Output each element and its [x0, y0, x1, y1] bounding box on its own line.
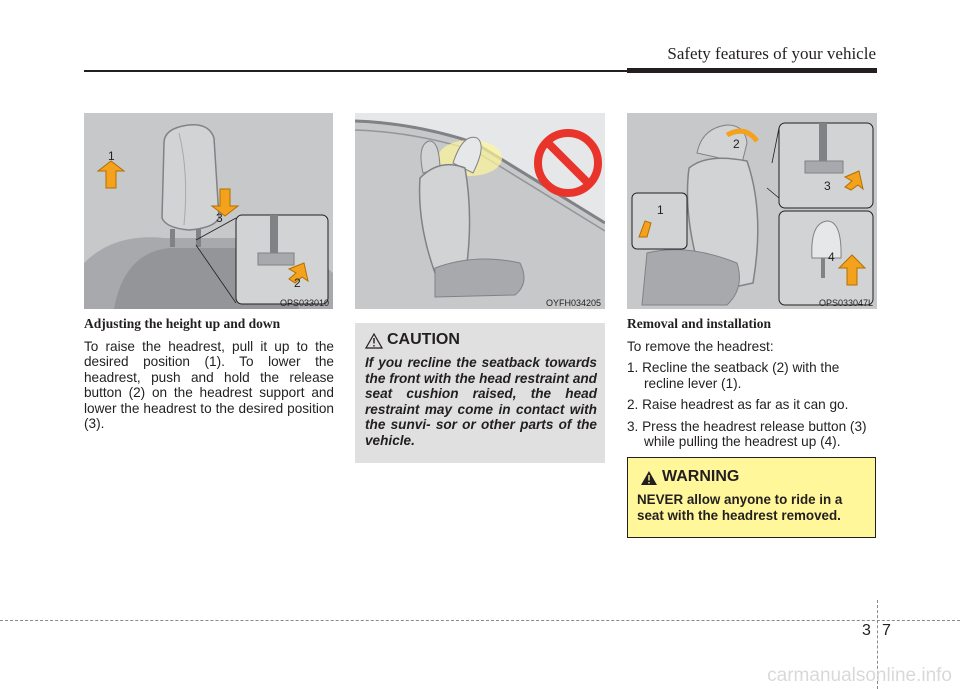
- callout-3: 3: [216, 211, 223, 225]
- callout-2: 2: [733, 137, 740, 151]
- caution-text: If you recline the seatback towards the front with the head restraint and seat cushion raised, the head restraint may come in contact with the sunvi- sor or other parts of the vehicle.: [365, 355, 597, 448]
- section-title: Safety features of your vehicle: [667, 44, 876, 63]
- warning-box: [627, 457, 876, 538]
- list-item: 3. Press the headrest release button (3) while pulling the headrest up (4).: [627, 418, 867, 449]
- figure-recline-warning: [355, 113, 605, 309]
- callout-1: 1: [108, 149, 115, 163]
- callout-1: 1: [657, 203, 664, 217]
- section-heading: Removal and installation: [627, 316, 772, 331]
- warning-text: NEVER allow anyone to ride in a seat with the headrest removed.: [637, 492, 843, 523]
- caution-triangle-icon: [365, 333, 383, 349]
- height-adjust-section: [84, 316, 334, 432]
- watermark: carmanualsonline.info: [767, 665, 952, 686]
- figure-code: OPS033010: [279, 298, 329, 308]
- section-intro: To remove the headrest:: [627, 338, 774, 354]
- caution-box: [355, 323, 605, 463]
- section-body: To raise the headrest, pull it up to the desired position (1). To lower the headrest, push and hold the release button (2) on the headrest support and lower the headrest to the desired position (3).: [84, 338, 334, 431]
- list-item: 2. Raise headrest as far as it can go.: [627, 397, 849, 412]
- caution-title: CAUTION: [387, 331, 460, 348]
- page-number: 7: [882, 622, 891, 639]
- warning-title: WARNING: [662, 468, 740, 485]
- list-item: 1. Recline the seatback (2) with the recline lever (1).: [627, 360, 840, 391]
- callout-2: 2: [294, 276, 301, 290]
- section-heading: Adjusting the height up and down: [84, 316, 281, 331]
- figure-headrest-removal: [627, 113, 877, 309]
- header-rule: [84, 70, 877, 72]
- callout-4: 4: [828, 250, 835, 264]
- recline-illustration: [355, 113, 605, 309]
- headrest-removal-illustration: [627, 113, 877, 309]
- footer-rule: [0, 620, 960, 621]
- chapter-number: 3: [862, 622, 871, 639]
- figure-code: OYFH034205: [545, 298, 601, 308]
- figure-code: OPS033047L: [818, 298, 873, 308]
- figure-headrest-height: [84, 113, 333, 309]
- removal-steps: [627, 360, 877, 450]
- warning-triangle-icon: [640, 470, 658, 486]
- callout-3: 3: [824, 179, 831, 193]
- removal-section: [627, 316, 877, 456]
